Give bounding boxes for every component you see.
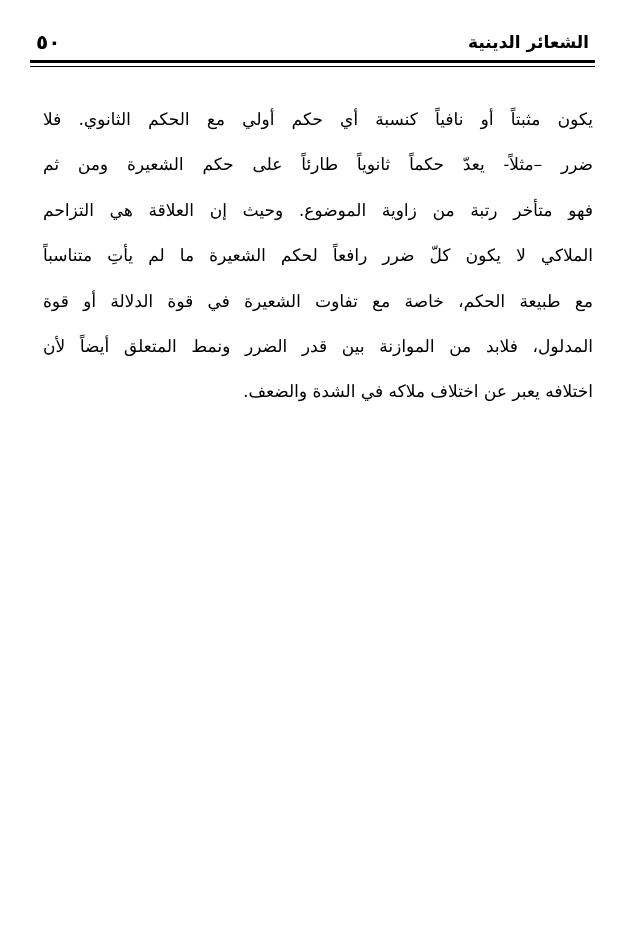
body-line-last: اختلافه يعبر عن اختلاف ملاكه في الشدة والضعف. xyxy=(243,382,593,403)
body-line: ضرر –مثلاً- يعدّ حكماً ثانوياً طارئاً على حكم الشعيرة ومن ثم xyxy=(43,155,593,176)
body-line: المدلول، فلابد من الموازنة بين قدر الضرر ونمط المتعلق أيضاً لأن xyxy=(43,336,593,357)
page-number: ٥٠ xyxy=(36,30,61,54)
running-header xyxy=(30,28,595,64)
body-line: الملاكي لا يكون كلّ ضرر رافعاً لحكم الشعيرة ما لم يأتِ متناسباً xyxy=(43,246,593,267)
header-rule-thin xyxy=(30,66,595,67)
body-line: مع طبيعة الحكم، خاصة مع تفاوت الشعيرة في قوة الدلالة أو قوة xyxy=(43,291,593,312)
header-rule-thick xyxy=(30,60,595,63)
body-line: يكون مثبتاً أو نافياً كنسبة أي حكم أولي مع الحكم الثانوي. فلا xyxy=(43,110,593,130)
body-line: فهو متأخر رتبة من زاوية الموضوع. وحيث إن العلاقة هي التزاحم xyxy=(43,200,593,221)
body-paragraph xyxy=(43,98,593,416)
running-header-title: الشعائر الدينية xyxy=(468,33,589,53)
